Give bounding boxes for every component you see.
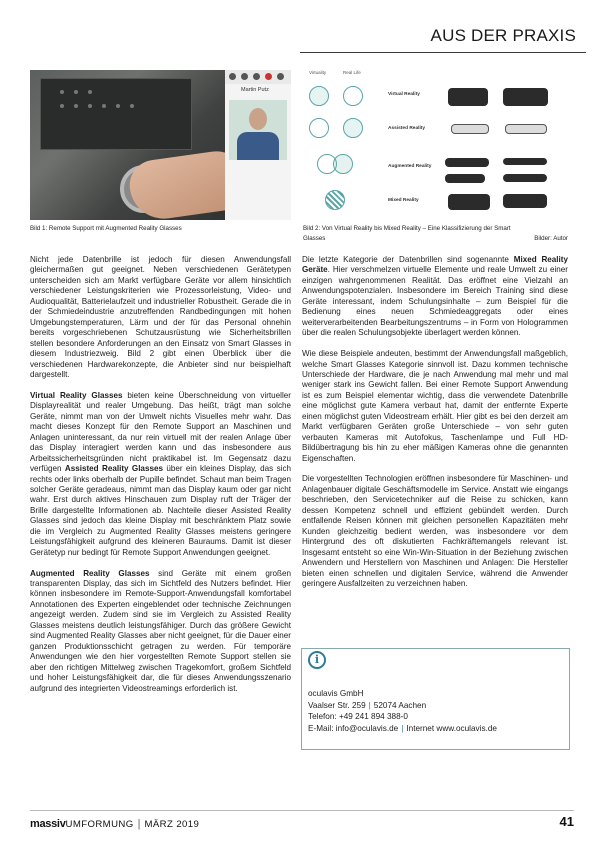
paragraph-text: Die letzte Kategorie der Datenbrillen sind sogenannte [302,255,514,264]
row-label-augmented: Augmented Reality [388,164,432,169]
paragraph-text: sind Geräte mit einem großen transparenten Display, das sich im Sichtfeld des Nutzers befindet. Hier können insbesondere im Remote-Support-Anwendungsfall komfortabel Annotationen des Experten eingeblendet oder technische Zeichnungen angezeigt werden. Zudem sind sie im Vergleich zu Assisted Reality Glasses meistens deutlich leistungsfähiger. Durch das größere Gewicht sind Augmented Reality Glasses aber nicht geeignet, für die Dauer einer ganzen Produktionsschicht getragen zu werden. Für temporäre Anwendungen wie den hier vorgestellten Remote Support stellen sie aber den richtigen Mittelweg zwischen Tragekomfort, großem Sichtfeld und hoher Leistungsfähigkeit dar, die für dieses Anwendungsszenario aufgrund des integrierten Videostreamings erforderlich ist. [30,568,291,693]
participant-face [249,108,267,130]
augmented-glasses-2 [503,158,547,165]
email-link[interactable]: E-Mail: info@oculavis.de [308,723,399,733]
paragraph-lead: Virtual Reality Glasses [30,390,123,400]
footer: massivUMFORMUNG | MÄRZ 2019 [30,818,200,830]
figure-1-caption: Bild 1: Remote Support mit Augmented Reality Glasses [30,225,182,232]
assisted-glasses-1 [451,124,489,134]
paragraph [30,391,291,558]
augmented-glasses-4 [503,174,547,182]
col-label-real-life: Real Life [343,70,361,75]
share-icon [253,73,260,80]
paragraph-lead: Augmented Reality Glasses [30,568,150,578]
mic-icon [229,73,236,80]
phone-line: Telefon: +49 241 894 388-0 [308,712,408,722]
header-rule [300,52,586,53]
address-line: Vaalser Str. 259 | 52074 Aachen [308,700,427,710]
augmented-glasses-3 [445,174,485,183]
participant-name: Martin Putz [241,87,269,93]
machine-panel [40,78,192,150]
figure-2-caption-line2: Glasses [303,235,326,242]
vr-virtual-circle [309,86,329,106]
brand-name: massiv [30,818,66,830]
magazine-name: UMFORMUNG [65,819,134,830]
row-label-virtual: Virtual Reality [388,92,420,97]
paragraph-text: Nicht jede Datenbrille ist jedoch für diesen Anwendungsfall gleichermaßen gut geeignet. Neben verschiedenen Gerätetypen unterscheiden sich am Markt verfügbare Geräte vor allem hinsichtlich verschiedener Leistungskriterien wie Prozessorleistung, Video- und Audioqualität, Batterielaufzeit und industrieller Robustheit. Gerade die in der Schmiedeindustrie anzutreffenden Randbedingungen mit hohen Umgebungstemperaturen, Lärm und der für das Personal ohnehin bereits vorgeschriebenen Schutzausrüstung wie Sicherheitsbrillen stellen besondere Anforderungen an den Einsatz von Smart Glasses in diesem Industriezweig. Bild 2 gibt einen Überblick über die verschiedenen Hardwarekonzepte, die Anbieter sind nur beispielhaft dargestellt. [30,255,291,379]
paragraph [30,569,291,694]
page-number: 41 [559,814,574,829]
info-box-content [308,688,568,734]
company-name: oculavis GmbH [308,689,364,698]
paragraph-lead: Assisted Reality Glasses [64,464,163,474]
row-label-assisted: Assisted Reality [388,126,426,131]
ar-assist-circle-a [309,118,329,138]
section-title: AUS DER PRAXIS [430,26,576,45]
menu-icon [277,73,284,80]
paragraph-text: . Hier verschmelzen virtuelle Elemente und reale Umwelt zu einer einzigen wahrgenommenen Realität. Das eröffnet eine Vielzahl an Anwendungspotenzialen. Insbesondere im Bereich Training sind diese Geräte interessant, indem Schulungsinhalte – zum Beispiel für die Bedienung eines neuen Schmiedeaggregats oder eines weiterverarbeitenden Bearbeitungszentrums – in Form von Hologrammen über die realen Schulungsobjekte überlagert werden können. [302,265,568,338]
row-label-mixed: Mixed Reality [388,198,419,203]
paragraph [302,255,568,339]
col-label-virtuality: Virtuality [309,70,327,75]
paragraph-lead: Mixed Reality Geräte [302,255,568,275]
paragraph [302,349,568,464]
vr-headset-1 [448,88,488,106]
paragraph-text: Die vorgestellten Technologien eröffnen insbesondere für Maschinen- und Anlagenbauer digitale Geschäftsmodelle im Service. Anstatt wie eingangs beschrieben, den Servicetechniker auf die Reise zu schicken, kann dessen Kompetenz schnell und effizient gebündelt werden. Durch entfallende Reisen können mit gleichen personellen Kapazitäten mehr Kunden gleichzeitig bedient werden, was insbesondere vor dem Hintergrund des oft diskutierten Fachkräftemangels relevant ist. Insgesamt entsteht so eine Win-Win-Situation in der Beziehung zwischen Anwendern und Herstellern von Maschinen und Anlagen: Die Hersteller bieten einen schnellen und digitalen Service, während die Anwender geringere Ausfallzeiten zu verzeichnen haben. [302,474,568,589]
paragraph-text: über ein kleines Display, das sich rechts oder links oberhalb der Pupille befindet. Schaut man beim Tragen solcher Geräte geradeaus, nimmt man das Display kaum oder gar nicht wahr. Erst durch aktives Hinschauen zum Display ruft der Träger der Brille dargestellte Informationen ab. Nachteile dieser Assisted Reality Glasses sind jedoch das kleine Display mit beschränktem Platz sowie die im Vergleich zu Augmented Reality Glasses meistens geringere Leistungsfähigkeit aufgrund des kleineren Bauraums. Damit ist dieser Gerätetyp nur bedingt für Remote Support Anwendungen geeignet. [30,464,291,557]
issue-date: MÄRZ 2019 [144,819,200,830]
figure-1-photo [30,70,291,220]
camera-icon [241,73,248,80]
figure-2-diagram [303,70,568,220]
augmented-glasses-1 [445,158,489,167]
city: 52074 Aachen [373,700,427,710]
call-toolbar [225,70,291,84]
hangup-icon [265,73,272,80]
video-call-panel [225,70,291,220]
website-link[interactable]: Internet www.oculavis.de [406,723,497,733]
figure-2-caption-line1: Bild 2: Von Virtual Reality bis Mixed Reality – Eine Klassifizierung der Smart [303,225,511,232]
footer-rule [30,810,574,811]
paragraph [302,474,568,589]
assisted-glasses-2 [505,124,547,134]
participant-video [229,100,287,160]
contact-line: E-Mail: info@oculavis.de | Internet www.oculavis.de [308,723,497,733]
info-icon: i [308,651,326,669]
vr-headset-2 [503,88,548,106]
participant-shirt [237,132,279,160]
mixed-headset-2 [503,194,547,208]
figure-credit: Bilder: Autor [534,235,568,242]
paragraph-text: Wie diese Beispiele andeuten, bestimmt der Anwendungsfall maßgeblich, welche Smart Glasses Kategorie sinnvoll ist. Dazu kommen technische Unterschiede der Hardware, die je nach Anwendung mal mehr und mal weniger stark ins Gewicht fallen. Bei einer Remote Support Anwendung ist es zum Beispiel elementar wichtig, dass die verwendete Datenbrille eine möglichst gute Kamera verbaut hat, damit der entfernte Experte einen möglichst guten Videostream erhält. Hier gibt es bei den derzeit am Markt verfügbaren Geräten große Unterschiede – von sehr guten verbauten Kameras mit Autofokus, Taschenlampe und Full HD-Bildübertragung bis hin zu eher mäßigen Kameras ohne die genannten Eigenschaften. [302,349,568,463]
ar-assist-circle-b [343,118,363,138]
street: Vaalser Str. 259 [308,700,366,710]
right-column [302,255,568,600]
aug-circle-b [333,154,353,174]
left-column [30,255,291,704]
mixed-headset-1 [448,194,490,210]
vr-real-circle [343,86,363,106]
mixed-circle [325,190,345,210]
paragraph-text: bieten keine Überschneidung von virtueller Displayrealität und realer Umgebung. Das heißt, trägt man solche Geräte, nimmt man von der Umwelt nichts Visuelles mehr wahr. Das macht dieses Konzept für den Remote Support an Maschinen und Anlagen uninteressant, da nur rein virtuell mit der realen Anlage über das Display interagiert werden kann und das insbesondere aus Arbeitssicherheitsgründen nicht praktikabel ist. Im Gegensatz dazu verfügen [30,390,291,474]
paragraph [30,255,291,380]
